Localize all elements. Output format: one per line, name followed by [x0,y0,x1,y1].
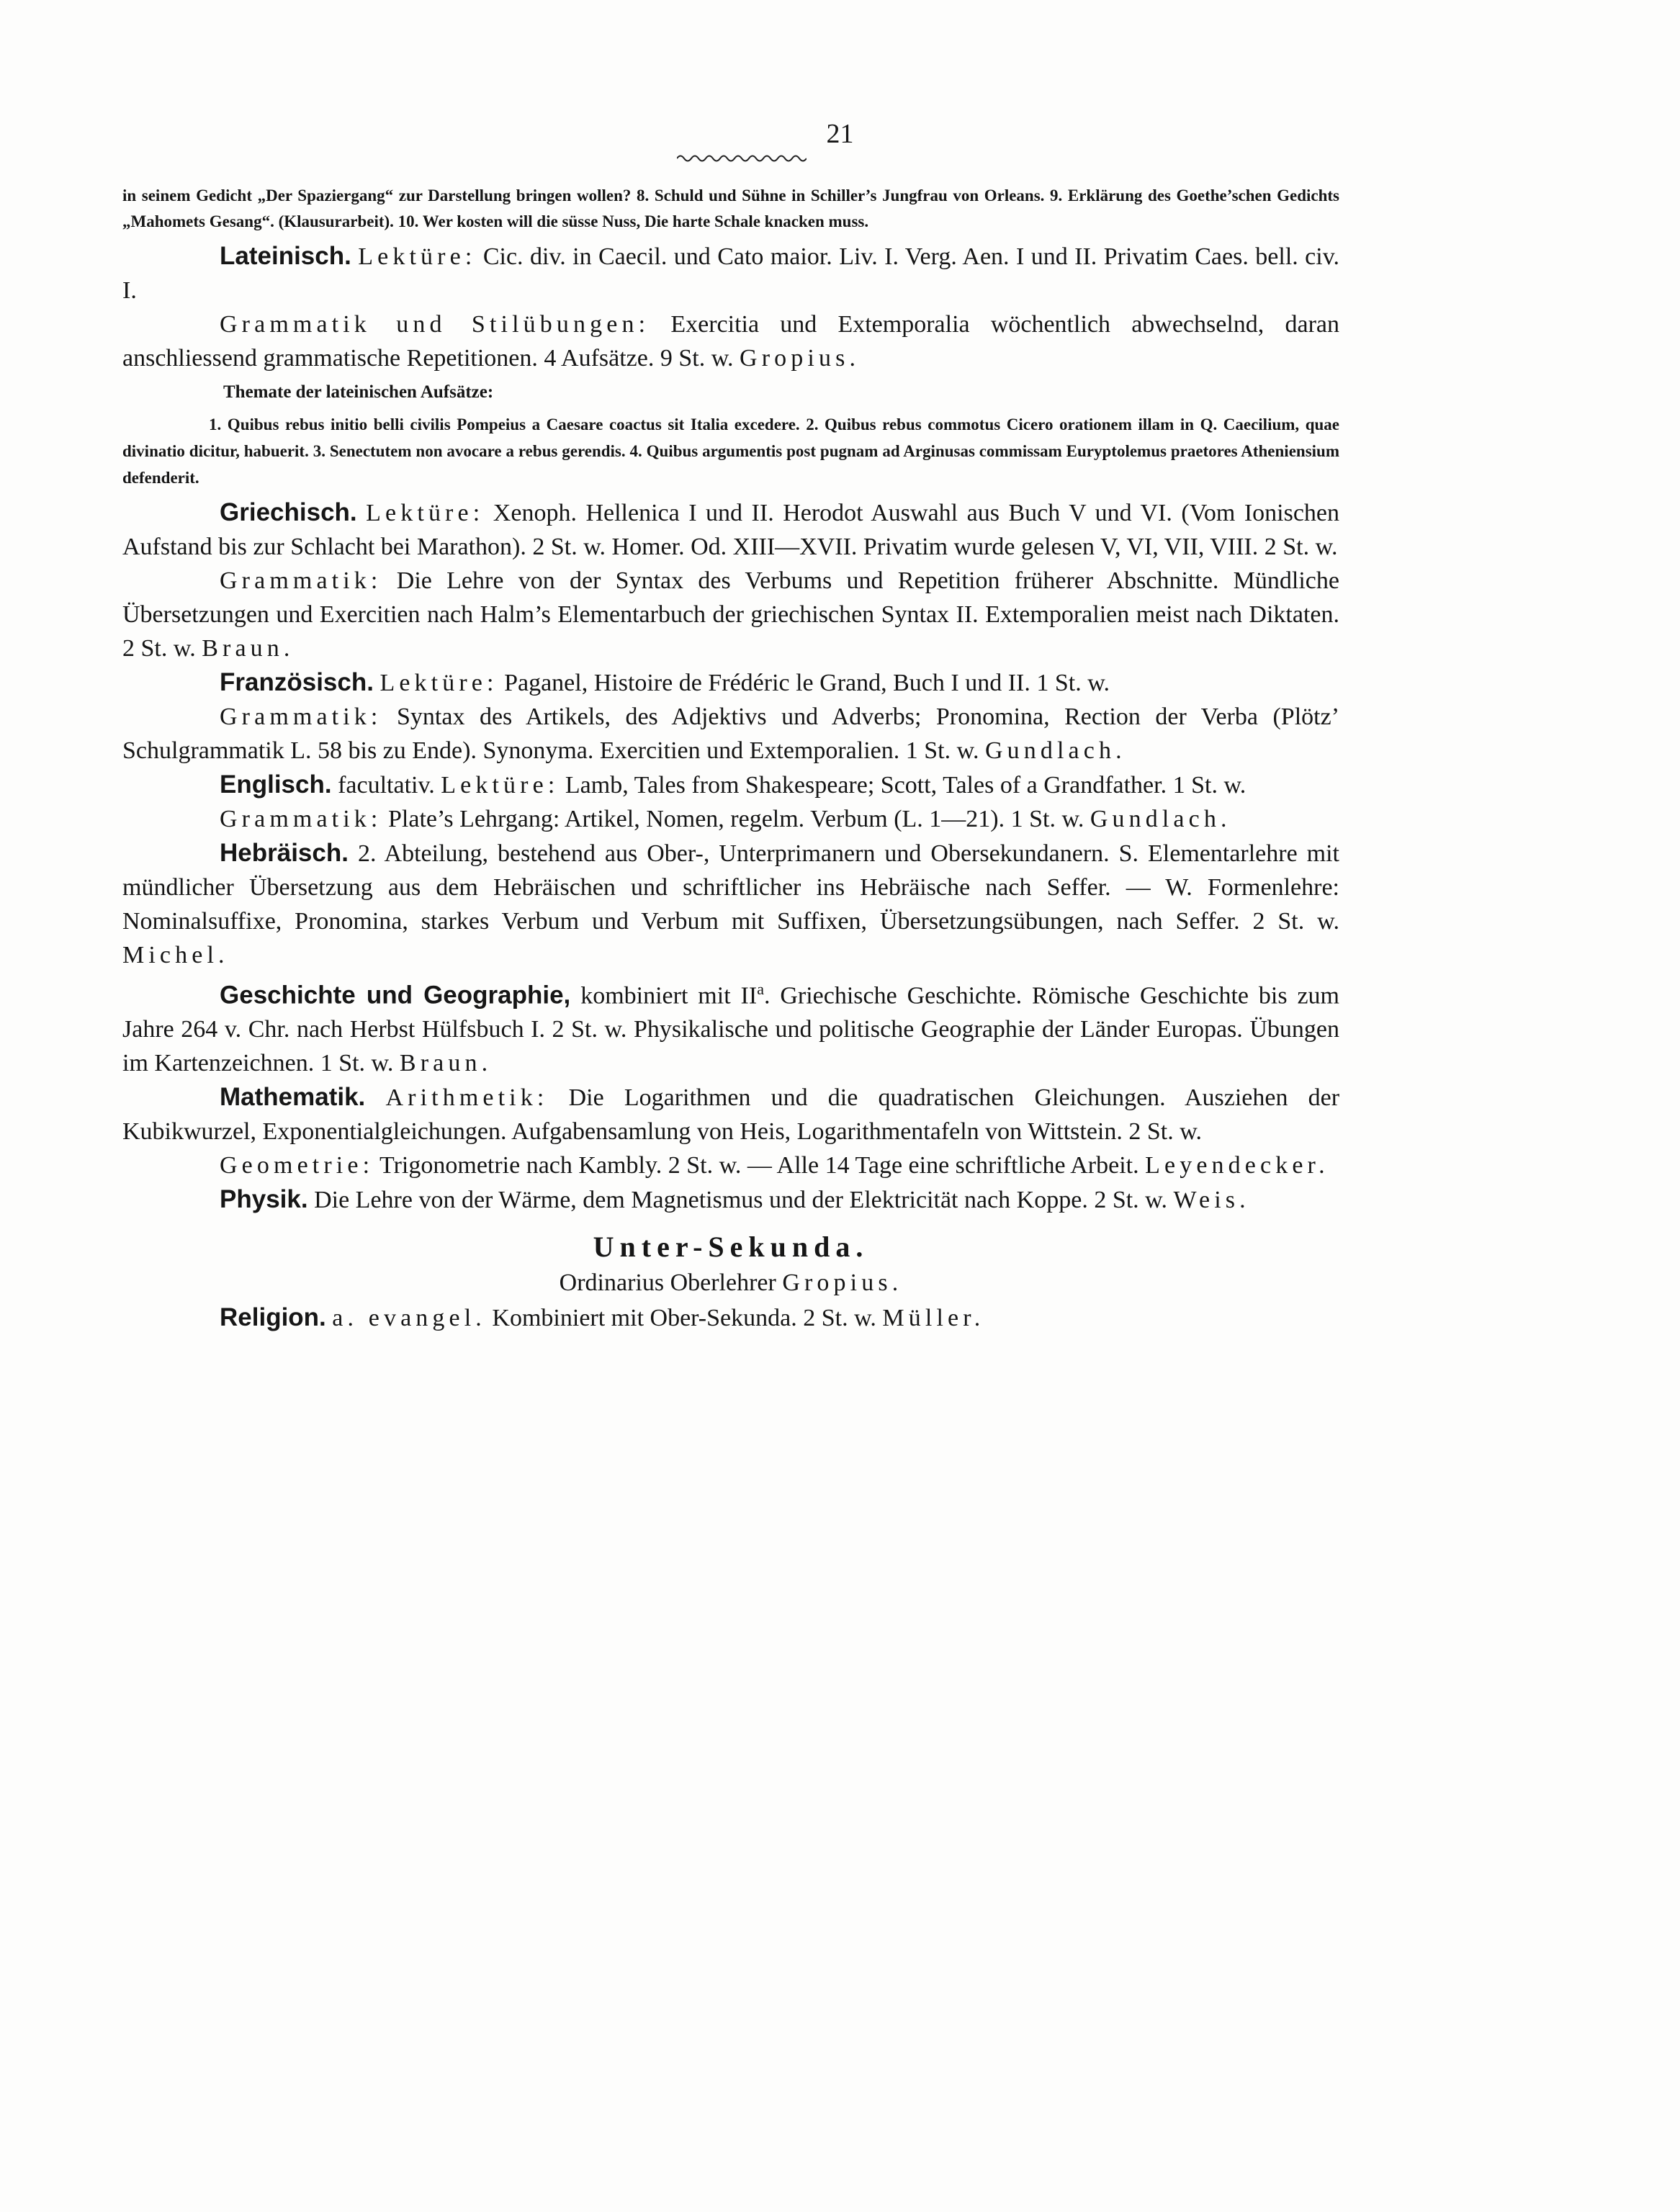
french-lektuere [122,665,1339,700]
section-label: Grammatik und Stilübungen: [220,311,650,338]
teacher-name: Braun. [202,635,295,662]
subject-heading: Hebräisch. [220,839,349,867]
facultative-note: facultativ. [338,772,435,799]
section-text: . Griechische Geschichte. Römische Geschichte bis zum Jahre 264 v. Chr. nach Herbst Hülfsbuch I. 2 St. w. Physikalische und politische Geographie der Länder Europas. Übungen im Kartenzeichnen. 1 St. w. [122,982,1340,1077]
subject-heading: Physik. [220,1185,308,1214]
section-text: Kombiniert mit Ober-Sekunda. 2 St. w. [492,1305,876,1332]
teacher-name: Braun. [399,1050,493,1077]
section-text: Trigonometrie nach Kambly. 2 St. w. — Alle 14 Tage eine schriftliche Arbeit. [379,1152,1139,1179]
section-label: Lektüre: [366,500,485,526]
section-label: Grammatik: [220,703,382,730]
page-content [122,183,1339,1335]
section-text: Syntax des Artikels, des Adjektivs und Adverbs; Pronomina, Rection der Verba (Plötz’ Schulgrammatik L. 58 bis zu Ende). Synonyma. Exercitien und Extemporalien. 1 St. w. [122,703,1340,764]
teacher-name: Gropius. [740,345,861,372]
section-text: Exercitia und Extemporalia wöchentlich abwechselnd, daran anschliessend grammatische Repetitionen. 4 Aufsätze. 9 St. w. [122,311,1339,372]
history-section [122,972,1339,1080]
religion-section [122,1300,1339,1335]
section-label: Lektüre: [441,772,560,799]
latin-lektuere [122,239,1339,307]
subject-heading: Geschichte und Geographie, [220,981,571,1010]
section-text: kombiniert mit II [580,982,758,1010]
teacher-name: Michel. [122,942,229,968]
section-text: Die Lehre von der Wärme, dem Magnetismus und der Elektricität nach Koppe. 2 St. w. [314,1187,1168,1214]
latin-essay-topics-heading: Themate der lateinischen Aufsätze: [223,382,494,402]
superscript: a [757,980,764,998]
class-heading: Unter-Sekunda. [593,1231,869,1264]
section-label: Grammatik: [220,806,382,832]
math-arithmetik [122,1080,1339,1148]
section-label: Lektüre: [379,670,498,696]
latin-essay-topics: 1. Quibus rebus initio belli civilis Pompeius a Caesare coactus sit Italia excedere. 2. Quibus rebus commotus Cicero orationem illam in Q. Caecilium, quae divinatio dicitur, habuerit. 3. Senectutem non avocare a rebus gerendis. 4. Quibus argumentis post pugnam ad Arginusas commissam Euryptolemus praetores Atheniensium defenderit. [122,415,1339,487]
math-geometrie [122,1148,1339,1182]
english-grammatik [122,802,1339,836]
teacher-name: Gundlach. [984,737,1126,764]
subject-heading: Mathematik. [220,1083,366,1112]
section-text: Cic. div. in Caecil. und Cato maior. Liv. I. Verg. Aen. I und II. Privatim Caes. bell. civ. I. [122,243,1340,304]
teacher-name: Müller. [882,1305,985,1332]
subject-heading: Religion. [220,1303,326,1332]
greek-grammatik [122,564,1339,665]
teacher-name: Weis. [1173,1187,1250,1214]
section-text: Plate’s Lehrgang: Artikel, Nomen, regelm. Verbum (L. 1—21). 1 St. w. [388,806,1084,832]
section-text: Xenoph. Hellenica I und II. Herodot Auswahl aus Buch V und VI. (Vom Ionischen Aufstand bis zur Schlacht bei Marathon). 2 St. w. Homer. Od. XIII—XVII. Privatim wurde gelesen V, VI, VII, VIII. 2 St. w. [122,500,1339,560]
section-text: Lamb, Tales from Shakespeare; Scott, Tales of a Grandfather. 1 St. w. [565,772,1246,799]
section-label: Grammatik: [220,567,382,594]
english-lektuere [122,768,1339,802]
continued-essay-topics: in seinem Gedicht „Der Spaziergang“ zur Darstellung bringen wollen? 8. Schuld und Sühne in Schiller’s Jungfrau von Orleans. 9. Erklärung des Goethe’schen Gedichts „Mahomets Gesang“. (Klausurarbeit). 10. Wer kosten will die süsse Nuss, Die harte Schale knacken muss. [122,186,1339,230]
teacher-name: Leyendecker. [1145,1152,1329,1179]
section-text: Die Logarithmen und die quadratischen Gleichungen. Ausziehen der Kubikwurzel, Exponentialgleichungen. Aufgabensamlung von Heis, Logarithmentafeln von Wittstein. 2 St. w. [122,1084,1340,1146]
wavy-rule [677,153,807,164]
french-grammatik [122,700,1339,768]
section-text: Paganel, Histoire de Frédéric le Grand, Buch I und II. 1 St. w. [504,670,1110,696]
subject-heading: Französisch. [220,668,374,696]
section-label: Arithmetik: [385,1084,549,1112]
section-label: Geometrie: [220,1152,374,1179]
hebrew-section [122,836,1339,972]
greek-lektuere [122,495,1339,564]
section-text: Die Lehre von der Syntax des Verbums und Repetition früherer Abschnitte. Mündliche Übersetzungen und Exercitien nach Halm’s Elementarbuch der griechischen Syntax II. Extemporalien meist nach Diktaten. 2 St. w. [122,567,1339,662]
section-label: Lektüre: [358,243,477,270]
physics-section [122,1182,1339,1217]
ordinarius-line [122,1266,1339,1300]
section-label: a. evangel. [332,1305,486,1332]
page-number: 21 [826,119,854,149]
latin-grammatik [122,307,1339,375]
subject-heading: Englisch. [220,770,332,799]
ordinarius-name: Gropius. [782,1269,903,1297]
teacher-name: Gundlach. [1090,806,1231,832]
section-text: 2. Abteilung, bestehend aus Ober-, Unterprimanern und Obersekundanern. S. Elementarlehre mit mündlicher Übersetzung aus dem Hebräischen und schriftlicher ins Hebräische nach Seffer. — W. Formenlehre: Nominalsuffixe, Pronomina, starkes Verbum und Verbum mit Suffixen, Übersetzungsübungen, nach Seffer. 2 St. w. [122,840,1339,935]
ordinarius-label: Ordinarius Oberlehrer [559,1269,776,1297]
subject-heading: Griechisch. [220,498,357,526]
subject-heading: Lateinisch. [220,242,351,270]
